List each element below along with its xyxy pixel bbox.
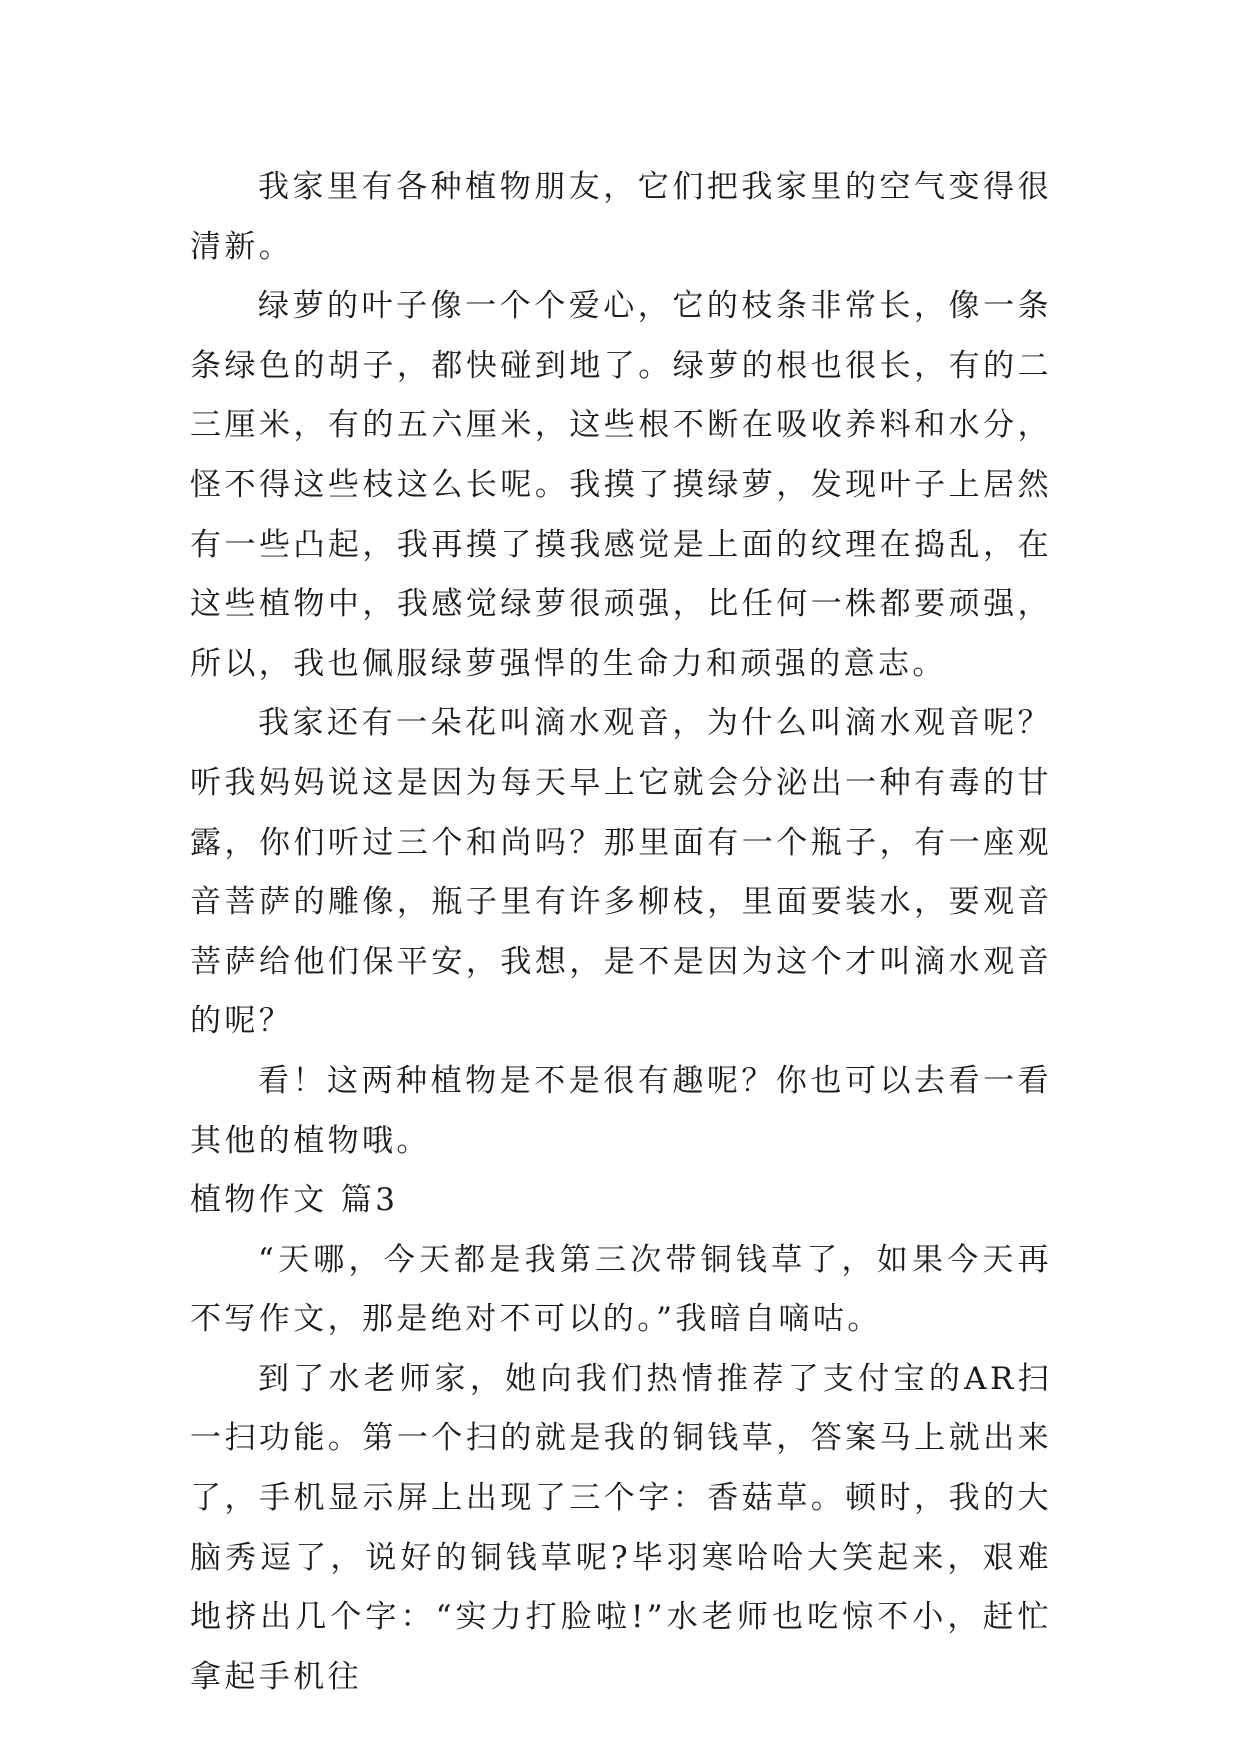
paragraph-alocasia: 我家还有一朵花叫滴水观音，为什么叫滴水观音呢？听我妈妈说这是因为每天早上它就会分泌出一种有毒的甘露，你们听过三个和尚吗？那里面有一个瓶子，有一座观音菩萨的雕像，瓶子里有许多柳枝，里面要装水，要观音菩萨给他们保平安，我想，是不是因为这个才叫滴水观音的呢？ xyxy=(190,705,1052,1040)
paragraph-conclusion: 看！这两种植物是不是很有趣呢？你也可以去看一看其他的植物哦。 xyxy=(190,1062,1052,1159)
paragraph-intro: 我家里有各种植物朋友，它们把我家里的空气变得很清新。 xyxy=(190,169,1052,265)
document-page xyxy=(190,158,1052,1707)
section-heading: 植物作文 篇3 xyxy=(190,1182,399,1219)
paragraph-quote: “天哪，今天都是我第三次带铜钱草了，如果今天再不写作文，那是绝对不可以的。”我暗自嘀咕。 xyxy=(190,1241,1052,1338)
paragraph-pothos: 绿萝的叶子像一个个爱心，它的枝条非常长，像一条条绿色的胡子，都快碰到地了。绿萝的根也很长，有的二三厘米，有的五六厘米，这些根不断在吸收养料和水分，怪不得这些枝这么长呢。我摸了摸绿萝，发现叶子上居然有一些凸起，我再摸了摸我感觉是上面的纹理在捣乱，在这些植物中，我感觉绿萝很顽强，比任何一株都要顽强，所以，我也佩服绿萝强悍的生命力和顽强的意志。 xyxy=(190,288,1052,682)
paragraph-ar-scan: 到了水老师家，她向我们热情推荐了支付宝的AR扫一扫功能。第一个扫的就是我的铜钱草，答案马上就出来了，手机显示屏上出现了三个字：香菇草。顿时，我的大脑秀逗了，说好的铜钱草呢?毕羽寒哈哈大笑起来，艰难地挤出几个字：“实力打脸啦!”水老师也吃惊不小，赶忙拿起手机往 xyxy=(190,1360,1052,1695)
